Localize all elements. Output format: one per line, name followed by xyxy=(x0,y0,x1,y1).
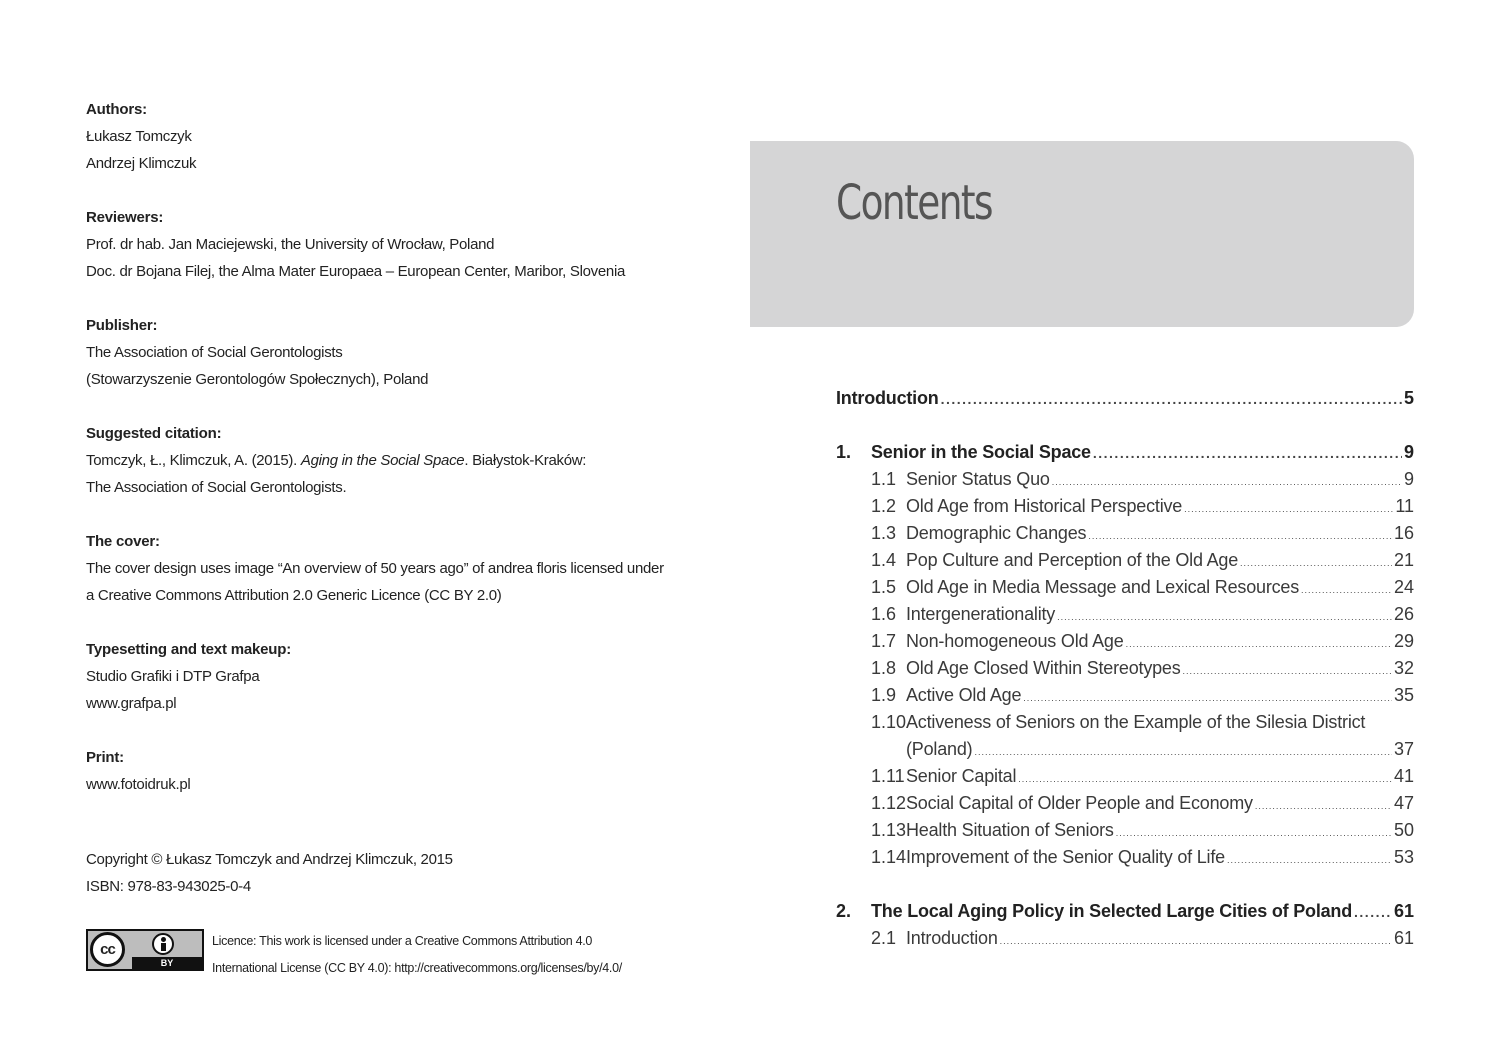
toc-entry-number: 1.12 xyxy=(871,793,907,813)
publisher-line: The Association of Social Gerontologists xyxy=(86,344,343,361)
toc-entry-title: Senior Capital xyxy=(906,766,1017,786)
license-block xyxy=(86,928,622,982)
toc-entry-number: 2.1 xyxy=(871,928,897,948)
toc-entry-number: 1.8 xyxy=(871,658,897,678)
toc-entry-continuation[interactable] xyxy=(836,739,1414,766)
toc-entry-page: 26 xyxy=(1393,604,1414,624)
toc-leader xyxy=(941,391,1402,407)
attribution-person-icon xyxy=(152,933,174,955)
citation-line: The Association of Social Gerontologists. xyxy=(86,479,347,496)
toc-leader xyxy=(1116,828,1392,838)
toc-entry[interactable] xyxy=(836,901,1414,928)
license-text xyxy=(212,928,622,982)
toc-entry-number: 1.14 xyxy=(871,847,907,867)
toc-leader xyxy=(1018,774,1392,784)
author-name: Łukasz Tomczyk xyxy=(86,128,192,145)
toc-entry[interactable] xyxy=(836,604,1414,631)
toc-entry-number: 1.11 xyxy=(871,766,905,786)
citation-block xyxy=(86,420,706,501)
toc-entry[interactable] xyxy=(836,388,1414,415)
toc-entry-title: Demographic Changes xyxy=(906,523,1087,543)
toc-leader xyxy=(1126,639,1392,649)
toc-entry[interactable] xyxy=(836,496,1414,523)
toc-entry-title: Active Old Age xyxy=(906,685,1022,705)
author-name: Andrzej Klimczuk xyxy=(86,155,197,172)
toc-entry-title: Health Situation of Seniors xyxy=(906,820,1114,840)
toc-entry-title: Senior Status Quo xyxy=(906,469,1050,489)
toc-entry-title: Intergenerationality xyxy=(906,604,1056,624)
toc-entry-title: Introduction xyxy=(836,388,939,408)
toc-entry-number: 1.5 xyxy=(871,577,897,597)
toc-entry[interactable] xyxy=(836,442,1414,469)
toc-entry-number: 1.9 xyxy=(871,685,897,705)
reviewer-line: Doc. dr Bojana Filej, the Alma Mater Europaea – European Center, Maribor, Slovenia xyxy=(86,263,626,280)
toc-entry-title: Non-homogeneous Old Age xyxy=(906,631,1124,651)
toc-leader xyxy=(1184,504,1393,514)
toc-entry-number: 1. xyxy=(836,442,852,462)
toc-entry-title: Pop Culture and Perception of the Old Age xyxy=(906,550,1239,570)
authors-block xyxy=(86,96,706,177)
toc-entry-page: 9 xyxy=(1403,469,1414,489)
toc-leader xyxy=(1183,666,1392,676)
toc-entry-page: 9 xyxy=(1403,442,1414,462)
toc-leader xyxy=(1240,558,1392,568)
toc-entry-title: Senior in the Social Space xyxy=(871,442,1091,462)
contents-header-box xyxy=(750,141,1414,327)
toc-leader xyxy=(1023,693,1392,703)
toc-leader xyxy=(1088,531,1392,541)
toc-entry[interactable] xyxy=(836,766,1414,793)
citation-book-title: Aging in the Social Space xyxy=(300,452,465,469)
cc-by-badge-icon xyxy=(86,929,204,971)
toc-entry[interactable] xyxy=(836,469,1414,496)
toc-entry-number: 2. xyxy=(836,901,852,921)
authors-heading: Authors: xyxy=(86,101,147,118)
toc-entry-page: 32 xyxy=(1393,658,1414,678)
citation-place: . Białystok-Kraków: xyxy=(464,452,587,469)
toc-entry-title: Introduction xyxy=(906,928,998,948)
toc-entry[interactable] xyxy=(836,631,1414,658)
toc-entry-number: 1.6 xyxy=(871,604,897,624)
citation-authors: Tomczyk, Ł., Klimczuk, A. (2015). xyxy=(86,452,301,469)
toc-entry[interactable] xyxy=(836,712,1414,739)
toc-entry[interactable] xyxy=(836,658,1414,685)
license-line: International License (CC BY 4.0): http://creativecommons.org/licenses/by/4.0/ xyxy=(212,961,622,975)
cover-line: The cover design uses image “An overview of 50 years ago” of andrea floris licensed under xyxy=(86,560,664,577)
toc-entry[interactable] xyxy=(836,820,1414,847)
publisher-line: (Stowarzyszenie Gerontologów Społecznych), Poland xyxy=(86,371,429,388)
citation-line xyxy=(86,447,706,474)
reviewers-heading: Reviewers: xyxy=(86,209,164,226)
toc-entry-page: 37 xyxy=(1393,739,1414,759)
cover-heading: The cover: xyxy=(86,533,160,550)
toc-leader xyxy=(1057,612,1392,622)
toc-entry-title: Improvement of the Senior Quality of Life xyxy=(906,847,1225,867)
toc-entry-title-continued: (Poland) xyxy=(906,739,973,759)
toc-entry-number: 1.4 xyxy=(871,550,897,570)
toc-leader xyxy=(1301,585,1392,595)
toc-entry-page: 5 xyxy=(1403,388,1414,408)
cover-block xyxy=(86,528,706,609)
toc-entry-page: 11 xyxy=(1395,496,1414,516)
typesetting-heading: Typesetting and text makeup: xyxy=(86,641,291,658)
cover-line: a Creative Commons Attribution 2.0 Generic Licence (CC BY 2.0) xyxy=(86,587,502,604)
toc-entry-page: 29 xyxy=(1393,631,1414,651)
typesetting-line: Studio Grafiki i DTP Grafpa xyxy=(86,668,260,685)
toc-entry-page: 24 xyxy=(1393,577,1414,597)
toc-entry[interactable] xyxy=(836,577,1414,604)
publisher-block xyxy=(86,312,706,393)
toc-entry-number: 1.10 xyxy=(871,712,907,732)
toc-leader xyxy=(1052,477,1402,487)
copyright-line: Copyright © Łukasz Tomczyk and Andrzej Klimczuk, 2015 xyxy=(86,851,453,868)
toc-entry-number: 1.3 xyxy=(871,523,897,543)
toc-entry[interactable] xyxy=(836,550,1414,577)
toc-entry-page: 21 xyxy=(1393,550,1414,570)
toc-leader xyxy=(1255,801,1392,811)
typesetting-block xyxy=(86,636,706,717)
toc-entry-page: 61 xyxy=(1393,928,1414,948)
citation-heading: Suggested citation: xyxy=(86,425,222,442)
reviewer-line: Prof. dr hab. Jan Maciejewski, the University of Wrocław, Poland xyxy=(86,236,495,253)
toc-entry-page: 47 xyxy=(1393,793,1414,813)
print-heading: Print: xyxy=(86,749,124,766)
toc-leader xyxy=(974,747,1392,757)
toc-entry-title: Social Capital of Older People and Economy xyxy=(906,793,1253,813)
toc-entry-page: 41 xyxy=(1393,766,1414,786)
toc-entry-number: 1.7 xyxy=(871,631,897,651)
toc-entry-page: 61 xyxy=(1393,901,1414,921)
cc-icon: cc xyxy=(90,932,125,967)
publisher-heading: Publisher: xyxy=(86,317,158,334)
toc-entry-page: 53 xyxy=(1393,847,1414,867)
toc-entry[interactable] xyxy=(836,928,1414,955)
print-block xyxy=(86,744,706,798)
toc-leader xyxy=(1093,445,1402,461)
toc-leader xyxy=(1000,936,1392,946)
copyright-block xyxy=(86,846,453,900)
toc-entry[interactable] xyxy=(836,523,1414,550)
reviewers-block xyxy=(86,204,706,285)
toc-entry[interactable] xyxy=(836,847,1414,874)
toc-entry-title: Activeness of Seniors on the Example of the Silesia District xyxy=(906,712,1366,732)
toc-leader xyxy=(1227,855,1392,865)
page-title: Contents xyxy=(836,175,992,231)
toc-entry[interactable] xyxy=(836,793,1414,820)
print-line: www.fotoidruk.pl xyxy=(86,776,191,793)
toc-entry-number: 1.13 xyxy=(871,820,907,840)
table-of-contents xyxy=(836,388,1414,955)
license-line: Licence: This work is licensed under a Creative Commons Attribution 4.0 xyxy=(212,934,593,948)
toc-entry-page: 50 xyxy=(1393,820,1414,840)
colophon xyxy=(86,96,706,825)
by-label: BY xyxy=(132,957,202,969)
toc-entry-title: Old Age from Historical Perspective xyxy=(906,496,1183,516)
toc-entry-title: Old Age in Media Message and Lexical Resources xyxy=(906,577,1300,597)
toc-entry-page: 16 xyxy=(1393,523,1414,543)
typesetting-line: www.grafpa.pl xyxy=(86,695,177,712)
toc-entry-title: The Local Aging Policy in Selected Large Cities of Poland xyxy=(871,901,1353,921)
isbn-line: ISBN: 978-83-943025-0-4 xyxy=(86,878,251,895)
toc-entry[interactable] xyxy=(836,685,1414,712)
toc-entry-page: 35 xyxy=(1393,685,1414,705)
toc-leader xyxy=(1354,904,1392,920)
toc-entry-title: Old Age Closed Within Stereotypes xyxy=(906,658,1181,678)
toc-entry-number: 1.2 xyxy=(871,496,897,516)
toc-entry-number: 1.1 xyxy=(871,469,897,489)
